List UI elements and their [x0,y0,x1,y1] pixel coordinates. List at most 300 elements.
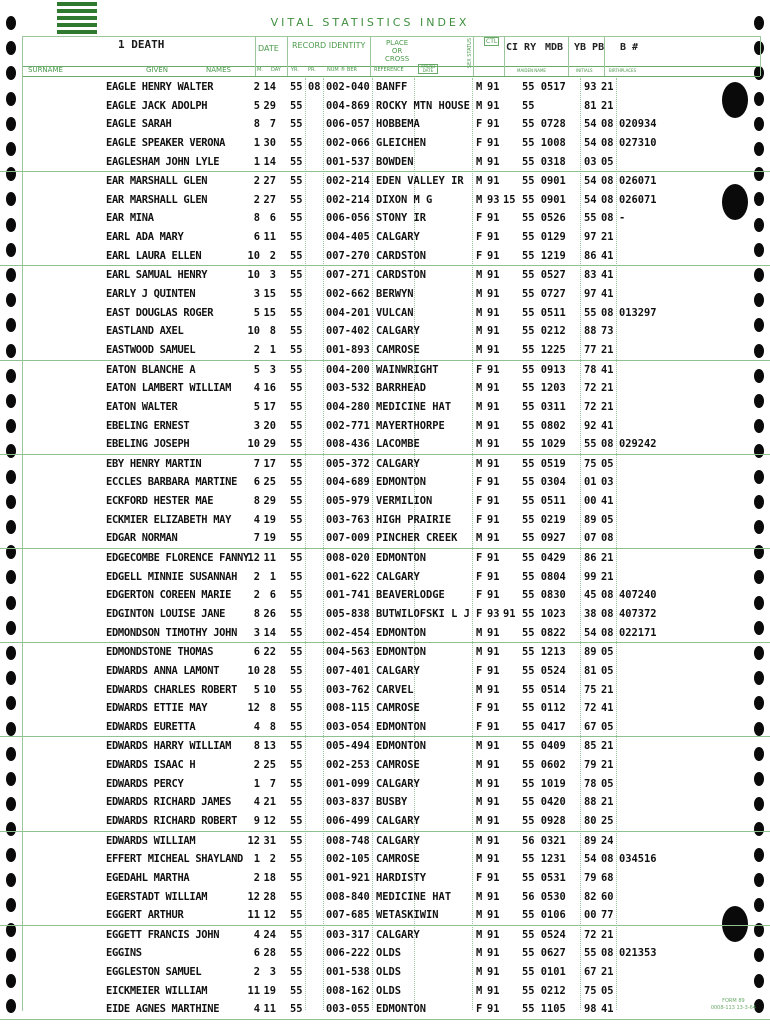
deceased-name: EAR MARSHALL GLEN [106,193,208,206]
ci-code: 91 [487,175,500,188]
pb-code: 21 [601,740,614,753]
sex-code: M [476,382,483,395]
ci-code: 91 [487,118,500,131]
ci-code: 91 [487,720,500,733]
place-reference: MEDICINE HAT [376,890,452,903]
death-day: 14 [263,155,276,168]
pb-code: 41 [601,288,614,301]
sex-code: M [476,288,483,301]
header-divider [504,36,505,76]
registration-number: 002-454 [326,626,370,639]
sex-code: M [476,419,483,432]
death-year: 55 [290,231,303,244]
sex-code: F [476,231,483,244]
place-reference: BERWYN [376,288,414,301]
place-reference: CALGARY [376,777,420,790]
registration-number: 008-748 [326,834,370,847]
mdb-code: 55 0524 [522,664,566,677]
pb-code: 68 [601,871,614,884]
ci-code: 91 [487,871,500,884]
death-day: 19 [263,513,276,526]
sex-code: F [476,552,483,565]
death-year: 55 [290,532,303,545]
death-month: 12 [247,834,260,847]
sex-code: F [476,607,483,620]
pb-code: 08 [601,589,614,602]
ci-code: 91 [487,419,500,432]
yb-code: 55 [584,212,597,225]
table-row [0,341,770,361]
ci-code: 91 [487,570,500,583]
mdb-code: 55 0526 [522,212,566,225]
death-day: 29 [263,99,276,112]
table-row [0,737,770,756]
registration-number: 001-099 [326,777,370,790]
sex-code: F [476,136,483,149]
ci-code: 91 [487,249,500,262]
sex-code: F [476,871,483,884]
deceased-name: EDWARDS RICHARD ROBERT [106,814,238,827]
pb-code: 05 [601,155,614,168]
mdb-code: 55 0129 [522,231,566,244]
ci-code: 91 [487,702,500,715]
death-year: 55 [290,740,303,753]
death-year: 55 [290,589,303,602]
table-row [0,699,770,718]
place-reference: PINCHER CREEK [376,532,458,545]
mdb-code: 55 1008 [522,136,566,149]
deceased-name: EBELING ERNEST [106,419,190,432]
death-day: 12 [263,814,276,827]
sex-code: F [476,589,483,602]
table-row [0,247,770,267]
place-reference: ROCKY MTN HOUSE [376,99,470,112]
table-row [0,361,770,380]
death-month: 12 [247,702,260,715]
pb-code: 41 [601,269,614,282]
sex-code: M [476,175,483,188]
table-row [0,718,770,738]
mdb-code: 55 0212 [522,325,566,338]
death-year: 55 [290,155,303,168]
sex-code: M [476,193,483,206]
header-top-rule [22,36,760,37]
pb-code: 21 [601,343,614,356]
place-reference: CALGARY [376,664,420,677]
mdb-code: 55 0219 [522,513,566,526]
sex-code: M [476,683,483,696]
deceased-name: EAGLE HENRY WALTER [106,81,214,93]
table-row [0,926,770,945]
death-day: 28 [263,890,276,903]
registration-number: 003-762 [326,683,370,696]
sex-code: F [476,212,483,225]
mdb-code: 55 0727 [522,288,566,301]
registration-number: 007-685 [326,909,370,922]
table-row [0,906,770,926]
place-reference: BUSBY [376,796,408,809]
death-month: 1 [253,136,260,149]
death-day: 15 [263,306,276,319]
death-month: 10 [247,269,260,282]
registration-number: 008-162 [326,984,370,997]
yb-code: 54 [584,626,597,639]
death-day: 11 [263,552,276,565]
mdb-code: 55 1019 [522,777,566,790]
table-row [0,793,770,812]
death-day: 18 [263,871,276,884]
death-month: 7 [253,532,260,545]
death-day: 31 [263,834,276,847]
pb-code: 05 [601,457,614,470]
pb-code: 08 [601,438,614,451]
mdb-code: 55 0602 [522,759,566,772]
registration-number: 001-921 [326,871,370,884]
sex-code: M [476,796,483,809]
mdb-code: 55 0511 [522,306,566,319]
death-year: 55 [290,325,303,338]
table-row [0,435,770,455]
place-reference: EDMONTON [376,552,427,565]
yb-code: 83 [584,269,597,282]
header-divider [760,36,761,76]
death-month: 6 [253,646,260,659]
mdb-code: 55 0417 [522,720,566,733]
place-reference: BARRHEAD [376,382,427,395]
reference-header: REFERENCE [374,67,404,73]
pb-code: 21 [601,81,614,93]
deceased-name: EASTWOOD SAMUEL [106,343,196,356]
death-month: 2 [253,966,260,979]
deceased-name: EDWARDS ETTIE MAY [106,702,208,715]
amend-date-header: AMEND DATE [418,64,438,74]
deceased-name: EDWARDS ANNA LAMONT [106,664,220,677]
birth-number: 034516 [619,853,657,866]
pb-code: 41 [601,702,614,715]
registration-number: 004-200 [326,363,370,376]
table-row [0,756,770,775]
sex-code: M [476,814,483,827]
header-divider [568,36,569,76]
yb-code: 75 [584,984,597,997]
table-row [0,605,770,624]
deceased-name: EDGAR NORMAN [106,532,178,545]
place-reference: EDMONTON [376,626,427,639]
death-day: 25 [263,476,276,489]
table-row [0,944,770,963]
death-year: 55 [290,513,303,526]
sex-code: M [476,646,483,659]
death-day: 22 [263,646,276,659]
place-reference: EDMONTON [376,720,427,733]
birth-number: 027310 [619,136,657,149]
death-year: 55 [290,136,303,149]
deceased-name: EDGELL MINNIE SUSANNAH [106,570,238,583]
death-year: 55 [290,249,303,262]
yb-code: 00 [584,909,597,922]
sex-code: M [476,890,483,903]
yb-code: 92 [584,419,597,432]
deceased-name: EGGINS [106,947,142,960]
ci-code: 91 [487,532,500,545]
death-month: 10 [247,325,260,338]
ci-code: 91 [487,269,500,282]
form-code: FORM 89 0008-113 13-3-64 [710,998,756,1011]
yb-code: 89 [584,513,597,526]
pb-code: 24 [601,834,614,847]
deceased-name: EICKMEIER WILLIAM [106,984,208,997]
sex-code: M [476,532,483,545]
death-month: 2 [253,570,260,583]
pb-code: 21 [601,99,614,112]
place-reference: EDMONTON [376,740,427,753]
record-category: 1 DEATH [118,38,165,51]
registration-number: 001-893 [326,343,370,356]
registration-number: 001-537 [326,155,370,168]
place-reference: CAMROSE [376,343,420,356]
yb-code: 54 [584,175,597,188]
death-month: 12 [247,890,260,903]
death-month: 5 [253,400,260,413]
ci-code: 91 [487,589,500,602]
ci-code: 91 [487,81,500,93]
place-reference: BANFF [376,81,408,93]
death-month: 3 [253,626,260,639]
deceased-name: EAST DOUGLAS ROGER [106,306,214,319]
header-divider [473,36,474,76]
death-year: 55 [290,306,303,319]
ci-code: 91 [487,966,500,979]
place-reference: CALGARY [376,457,420,470]
pb-code: 21 [601,683,614,696]
death-month: 5 [253,99,260,112]
death-month: 11 [247,909,260,922]
birth-number: 407372 [619,607,657,620]
table-row [0,888,770,907]
death-year: 55 [290,175,303,188]
table-row [0,549,770,568]
death-day: 2 [269,853,276,866]
birth-number: 013297 [619,306,657,319]
deceased-name: EARL SAMUAL HENRY [106,269,208,282]
death-month: 3 [253,288,260,301]
deceased-name: EDGERTON COREEN MARIE [106,589,232,602]
death-month: 2 [253,759,260,772]
death-year: 55 [290,966,303,979]
registration-number: 004-280 [326,400,370,413]
death-day: 11 [263,231,276,244]
yb-code: 55 [584,438,597,451]
mdb-code: 55 0928 [522,814,566,827]
death-year: 55 [290,890,303,903]
mdb-code: 55 1219 [522,249,566,262]
place-reference: MEDICINE HAT [376,400,452,413]
place-reference: WETASKIWIN [376,909,439,922]
death-day: 29 [263,495,276,508]
pb-code: 05 [601,646,614,659]
sex-code: F [476,249,483,262]
initials-header: INITIALS [576,68,593,73]
death-month: 8 [253,607,260,620]
death-year: 55 [290,363,303,376]
yb-code: 03 [584,155,597,168]
death-month: 6 [253,476,260,489]
punch-hole [754,41,764,55]
punch-hole [754,16,764,30]
pb-code: 08 [601,306,614,319]
death-month: 1 [253,853,260,866]
death-year: 55 [290,438,303,451]
ci-code: 91 [487,513,500,526]
death-month: 1 [253,777,260,790]
pb-code: 05 [601,664,614,677]
pb-code: 05 [601,777,614,790]
ry-code: 15 [503,193,516,206]
registration-number: 005-494 [326,740,370,753]
death-year: 55 [290,269,303,282]
place-reference: CAMROSE [376,853,420,866]
sex-status-header: SEX STATUS [467,38,473,69]
death-year: 55 [290,646,303,659]
death-year: 55 [290,853,303,866]
death-day: 7 [269,118,276,131]
death-month: 8 [253,740,260,753]
death-year: 55 [290,607,303,620]
registration-number: 002-662 [326,288,370,301]
death-year: 55 [290,193,303,206]
birth-number: 029242 [619,438,657,451]
death-month: 5 [253,363,260,376]
place-reference: EDMONTON [376,1003,427,1016]
ci-code: 91 [487,664,500,677]
ci-code: 91 [487,400,500,413]
death-year: 55 [290,570,303,583]
death-year: 55 [290,552,303,565]
place-reference: HARDISTY [376,871,427,884]
mdb-code: 55 0212 [522,984,566,997]
sex-code: F [476,1003,483,1016]
yb-code: 81 [584,664,597,677]
mdb-code: 55 1203 [522,382,566,395]
death-month: 10 [247,438,260,451]
death-day: 6 [269,212,276,225]
death-year: 55 [290,476,303,489]
registration-number: 004-869 [326,99,370,112]
sex-code: M [476,269,483,282]
sex-code: M [476,947,483,960]
place-reference: CALGARY [376,814,420,827]
deceased-name: EDWARDS HARRY WILLIAM [106,740,232,753]
yb-code: 72 [584,400,597,413]
pb-code: 21 [601,400,614,413]
place-reference: OLDS [376,984,402,997]
deceased-name: EATON LAMBERT WILLIAM [106,382,232,395]
yb-code: 55 [584,947,597,960]
deceased-name: EAGLESHAM JOHN LYLE [106,155,220,168]
sex-code: M [476,457,483,470]
place-reference: WAINWRIGHT [376,363,439,376]
death-day: 27 [263,193,276,206]
death-month: 2 [253,81,260,93]
registration-number: 007-271 [326,269,370,282]
pb-code: 08 [601,193,614,206]
death-month: 4 [253,720,260,733]
pr-header: PR. [308,67,316,73]
page-title: VITAL STATISTICS INDEX [270,16,470,29]
birthplaces-header: BIRTHPLACES [609,68,637,73]
registration-number: 004-201 [326,306,370,319]
pb-code: 41 [601,1003,614,1016]
registration-number: 002-066 [326,136,370,149]
mdb-code: 55 1105 [522,1003,566,1016]
ci-code: 91 [487,740,500,753]
death-month: 4 [253,382,260,395]
pb-code: 08 [601,175,614,188]
table-row [0,228,770,247]
maiden-name-header: MAIDEN NAME [517,68,546,73]
death-month: 2 [253,871,260,884]
sex-code: F [476,495,483,508]
table-row [0,304,770,323]
death-month: 2 [253,589,260,602]
deceased-name: EDMONDSTONE THOMAS [106,646,214,659]
pb-code: 41 [601,363,614,376]
yb-code: 38 [584,607,597,620]
death-day: 19 [263,532,276,545]
ci-code: 91 [487,683,500,696]
death-year: 55 [290,720,303,733]
ci-code: 91 [487,834,500,847]
place-reference: VERMILION [376,495,433,508]
pb-code: 21 [601,928,614,941]
ci-code: 91 [487,288,500,301]
deceased-name: EGGLESTON SAMUEL [106,966,202,979]
yb-code: 99 [584,570,597,583]
header-divider [287,36,288,76]
sex-code: F [476,118,483,131]
sex-code: F [476,363,483,376]
pb-code: 08 [601,607,614,620]
death-year: 55 [290,626,303,639]
yb-code: 67 [584,720,597,733]
death-month: 6 [253,231,260,244]
pb-code: 05 [601,513,614,526]
table-row [0,963,770,982]
deceased-name: EBY HENRY MARTIN [106,457,202,470]
yb-code: 77 [584,343,597,356]
ci-code: 91 [487,212,500,225]
mdb-code: 55 [522,99,535,112]
date-header: DATE [258,44,279,53]
sex-code: M [476,343,483,356]
yb-code: 54 [584,193,597,206]
pb-code: 21 [601,552,614,565]
sex-code: M [476,400,483,413]
death-month: 10 [247,664,260,677]
death-year: 55 [290,343,303,356]
sex-code: M [476,777,483,790]
yb-code: 93 [584,81,597,93]
deceased-name: EAR MINA [106,212,154,225]
deceased-name: EASTLAND AXEL [106,325,184,338]
death-day: 17 [263,400,276,413]
table-row [0,322,770,341]
registration-number: 002-040 [326,81,370,93]
death-day: 24 [263,928,276,941]
deceased-name: EAGLE SPEAKER VERONA [106,136,226,149]
death-year: 55 [290,683,303,696]
birth-number-header: B # [620,42,639,53]
